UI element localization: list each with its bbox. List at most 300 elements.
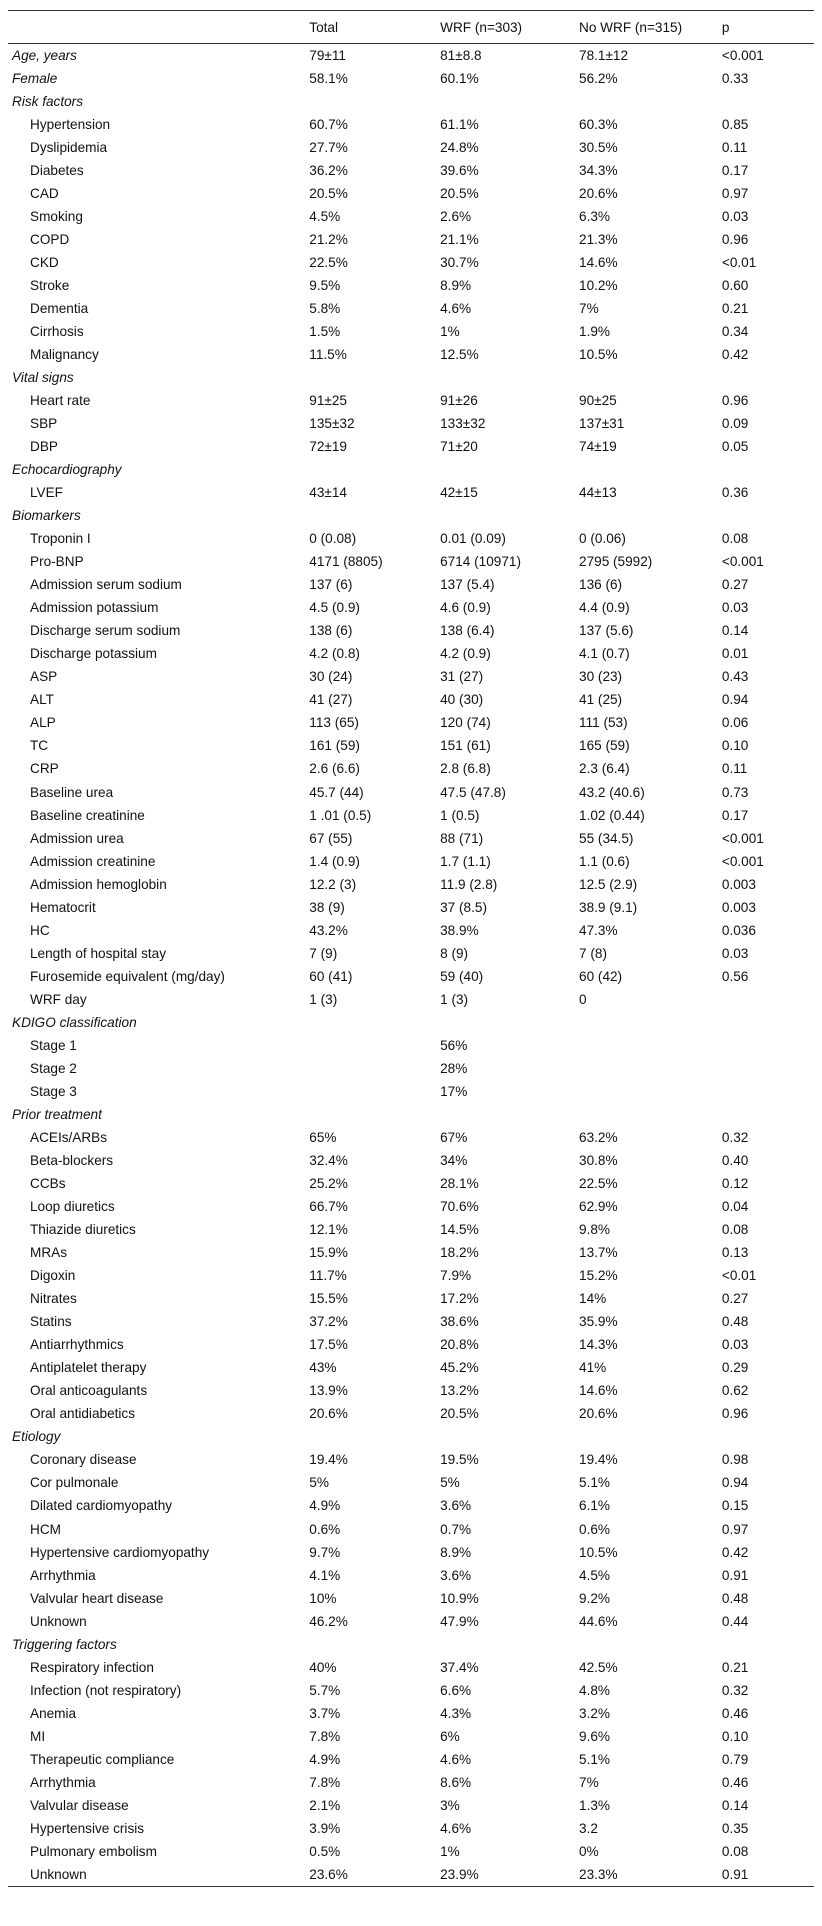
row-label: Admission serum sodium [30, 577, 182, 593]
table-section-row [8, 67, 814, 90]
table-row [8, 942, 814, 965]
cell-wrf: 6.6% [440, 1682, 472, 1698]
table-row [8, 804, 814, 827]
cell-no-wrf [575, 366, 718, 389]
cell-no-wrf: 4.1 (0.7) [579, 646, 630, 662]
cell-p-value: 0.32 [721, 1129, 749, 1145]
cell-p-value: 0.08 [721, 1843, 749, 1859]
cell-wrf: 17.2% [440, 1291, 479, 1307]
cell-no-wrf: 137±31 [579, 416, 625, 432]
cell-total: 30 (24) [309, 669, 353, 685]
table-row [8, 159, 814, 182]
row-label: Antiplatelet therapy [30, 1360, 147, 1376]
cell-p-value: 0.21 [721, 300, 749, 316]
cell-total: 36.2% [309, 162, 348, 178]
cell-no-wrf: 30.5% [579, 139, 618, 155]
header-cell-no-wrf: No WRF (n=315) [575, 11, 718, 44]
cell-no-wrf: 5.1% [579, 1475, 610, 1491]
cell-p-value: 0.36 [721, 485, 749, 501]
row-label: DBP [30, 439, 58, 455]
cell-no-wrf: 30.8% [579, 1153, 618, 1169]
cell-wrf: 39.6% [440, 162, 479, 178]
cell-p-value: 0.97 [721, 185, 749, 201]
cell-no-wrf: 20.6% [579, 1406, 618, 1422]
cell-total: 1 .01 (0.5) [309, 807, 372, 823]
cell-p-value: 0.11 [721, 761, 748, 777]
characteristics-table [8, 10, 814, 1887]
cell-no-wrf: 1.1 (0.6) [579, 853, 630, 869]
table-row [8, 1264, 814, 1287]
header-cell-wrf: WRF (n=303) [436, 11, 575, 44]
cell-no-wrf: 20.6% [579, 185, 618, 201]
cell-wrf: 133±32 [440, 416, 486, 432]
row-label: Baseline creatinine [30, 807, 145, 823]
table-row [8, 1126, 814, 1149]
cell-wrf: 20.5% [440, 185, 479, 201]
cell-p-value: 0.06 [721, 715, 749, 731]
cell-no-wrf: 165 (59) [579, 738, 630, 754]
table-row [8, 850, 814, 873]
cell-no-wrf: 60 (42) [579, 968, 623, 984]
cell-no-wrf: 35.9% [579, 1314, 618, 1330]
cell-wrf: 1% [440, 323, 460, 339]
row-label: Age, years [12, 47, 77, 63]
cell-no-wrf [575, 504, 718, 527]
row-label: Infection (not respiratory) [30, 1682, 182, 1698]
cell-total: 43.2% [309, 922, 348, 938]
cell-total: 10% [309, 1590, 337, 1606]
cell-wrf: 1 (0.5) [440, 807, 480, 823]
cell-total: 67 (55) [309, 830, 353, 846]
row-label: Vital signs [12, 369, 74, 385]
cell-wrf: 138 (6.4) [440, 623, 495, 639]
table-row [8, 711, 814, 734]
row-label: SBP [30, 416, 58, 432]
cell-total: 38 (9) [309, 899, 345, 915]
row-label: Baseline urea [30, 784, 114, 800]
cell-wrf: 120 (74) [440, 715, 491, 731]
row-label: Diabetes [30, 162, 84, 178]
cell-wrf: 31 (27) [440, 669, 484, 685]
row-label: Stage 3 [30, 1083, 77, 1099]
table-row [8, 1541, 814, 1564]
row-label: Stage 2 [30, 1060, 77, 1076]
row-label: Arrhythmia [30, 1567, 96, 1583]
cell-p-value: 0.62 [721, 1383, 749, 1399]
cell-no-wrf [575, 458, 718, 481]
cell-p-value [718, 366, 814, 389]
table-row [8, 988, 814, 1011]
cell-no-wrf: 7% [579, 1774, 599, 1790]
cell-no-wrf: 13.7% [579, 1245, 618, 1261]
cell-wrf: 4.6% [440, 1751, 472, 1767]
cell-total: 60 (41) [309, 968, 353, 984]
row-label: Beta-blockers [30, 1153, 114, 1169]
cell-wrf: 8.6% [440, 1774, 472, 1790]
cell-p-value: <0.001 [721, 853, 764, 869]
cell-total [305, 90, 436, 113]
table-row [8, 435, 814, 458]
cell-wrf: 4.2 (0.9) [440, 646, 491, 662]
cell-total: 66.7% [309, 1199, 348, 1215]
cell-no-wrf [575, 1425, 718, 1448]
cell-total [305, 1425, 436, 1448]
table-row [8, 274, 814, 297]
cell-p-value: 0.96 [721, 392, 749, 408]
cell-total: 15.5% [309, 1291, 348, 1307]
table-row [8, 343, 814, 366]
row-label: LVEF [30, 485, 63, 501]
cell-no-wrf: 14.3% [579, 1337, 618, 1353]
cell-total: 5% [309, 1475, 329, 1491]
cell-wrf: 30.7% [440, 254, 479, 270]
cell-no-wrf: 78.1±12 [579, 47, 629, 63]
cell-total: 4.1% [309, 1567, 341, 1583]
row-label: Admission creatinine [30, 853, 156, 869]
cell-wrf: 1.7 (1.1) [440, 853, 491, 869]
row-label: Hematocrit [30, 899, 96, 915]
row-label: Furosemide equivalent (mg/day) [30, 968, 225, 984]
cell-p-value: 0.17 [721, 162, 749, 178]
cell-p-value: 0.42 [721, 1544, 749, 1560]
cell-no-wrf: 9.8% [579, 1222, 610, 1238]
cell-total: 137 (6) [309, 577, 353, 593]
cell-p-value: 0.12 [721, 1176, 749, 1192]
table-row [8, 136, 814, 159]
cell-no-wrf: 14% [579, 1291, 607, 1307]
row-label: Oral antidiabetics [30, 1406, 136, 1422]
cell-wrf: 59 (40) [440, 968, 484, 984]
cell-no-wrf: 56.2% [579, 70, 618, 86]
table-row [8, 1564, 814, 1587]
cell-wrf: 4.6% [440, 1820, 472, 1836]
cell-wrf: 70.6% [440, 1199, 479, 1215]
cell-no-wrf: 38.9 (9.1) [579, 899, 638, 915]
table-row [8, 1679, 814, 1702]
table-row [8, 619, 814, 642]
table-section-row [8, 44, 814, 67]
row-label: Dilated cardiomyopathy [30, 1498, 173, 1514]
table-row [8, 1840, 814, 1863]
cell-total: 65% [309, 1129, 337, 1145]
cell-total: 2.1% [309, 1797, 341, 1813]
cell-p-value: 0.03 [721, 600, 749, 616]
table-section-row [8, 1425, 814, 1448]
cell-no-wrf: 47.3% [579, 922, 618, 938]
cell-total: 0.5% [309, 1843, 341, 1859]
row-label: Coronary disease [30, 1452, 137, 1468]
header-cell-total: Total [305, 11, 436, 44]
cell-wrf: 23.9% [436, 1863, 575, 1886]
cell-wrf [436, 458, 575, 481]
cell-p-value: <0.001 [721, 830, 764, 846]
table-row [8, 251, 814, 274]
cell-wrf: 88 (71) [440, 830, 484, 846]
table-row [8, 573, 814, 596]
cell-no-wrf [575, 1103, 718, 1126]
table-row [8, 1725, 814, 1748]
cell-p-value [718, 504, 814, 527]
cell-total: 4.5% [309, 208, 341, 224]
cell-no-wrf: 4.4 (0.9) [579, 600, 630, 616]
cell-total: 60.7% [309, 116, 348, 132]
table-row [8, 1471, 814, 1494]
cell-wrf: 8 (9) [440, 945, 469, 961]
cell-total: 12.1% [309, 1222, 348, 1238]
cell-wrf: 14.5% [440, 1222, 479, 1238]
row-label: Pulmonary embolism [30, 1843, 157, 1859]
table-row [8, 919, 814, 942]
cell-wrf: 1 (3) [440, 991, 469, 1007]
cell-wrf: 42±15 [440, 485, 478, 501]
cell-total: 3.9% [309, 1820, 341, 1836]
row-label: Loop diuretics [30, 1199, 115, 1215]
table-row [8, 1195, 814, 1218]
cell-wrf: 12.5% [440, 346, 479, 362]
cell-total: 7.8% [309, 1774, 341, 1790]
cell-p-value: 0.46 [721, 1705, 749, 1721]
cell-p-value: 0.91 [718, 1863, 814, 1886]
cell-no-wrf: 55 (34.5) [579, 830, 634, 846]
cell-wrf: 6714 (10971) [440, 554, 521, 570]
cell-no-wrf: 14.6% [579, 254, 618, 270]
cell-p-value [718, 1080, 814, 1103]
cell-wrf: 47.5 (47.8) [440, 784, 506, 800]
cell-no-wrf: 74±19 [579, 439, 617, 455]
cell-wrf: 4.6% [440, 300, 472, 316]
cell-no-wrf [575, 1011, 718, 1034]
row-label: Cirrhosis [30, 323, 84, 339]
table-body [8, 44, 814, 1887]
table-row [8, 389, 814, 412]
cell-p-value: 0.97 [721, 1521, 749, 1537]
cell-no-wrf: 30 (23) [579, 669, 623, 685]
table-row [8, 1817, 814, 1840]
table-row [8, 757, 814, 780]
cell-no-wrf [575, 90, 718, 113]
table-row [8, 182, 814, 205]
row-label: Dementia [30, 300, 89, 316]
cell-no-wrf [575, 1057, 718, 1080]
cell-no-wrf: 12.5 (2.9) [579, 876, 638, 892]
table-row [8, 1149, 814, 1172]
row-label: Admission potassium [30, 600, 159, 616]
cell-wrf: 17% [440, 1083, 468, 1099]
cell-wrf: 81±8.8 [440, 47, 482, 63]
row-label: Admission hemoglobin [30, 876, 167, 892]
cell-p-value: 0.98 [721, 1452, 749, 1468]
cell-wrf: 60.1% [440, 70, 479, 86]
cell-total: 79±11 [309, 47, 346, 63]
cell-no-wrf [575, 1080, 718, 1103]
cell-wrf: 37 (8.5) [440, 899, 487, 915]
table-row [8, 1794, 814, 1817]
row-label: COPD [30, 231, 70, 247]
cell-wrf: 28.1% [440, 1176, 479, 1192]
row-label: Respiratory infection [30, 1659, 154, 1675]
cell-wrf: 71±20 [440, 439, 478, 455]
table-row [8, 1172, 814, 1195]
row-label: Therapeutic compliance [30, 1751, 175, 1767]
cell-p-value: <0.01 [721, 1268, 757, 1284]
cell-total: 13.9% [309, 1383, 348, 1399]
cell-p-value: 0.48 [721, 1314, 749, 1330]
cell-no-wrf: 3.2 [579, 1820, 598, 1836]
row-label: Thiazide diuretics [30, 1222, 136, 1238]
cell-p-value [718, 1425, 814, 1448]
table-row [8, 1080, 814, 1103]
row-label: Unknown [8, 1863, 305, 1886]
cell-no-wrf: 22.5% [579, 1176, 618, 1192]
row-label: Echocardiography [12, 462, 122, 478]
cell-p-value: 0.15 [721, 1498, 749, 1514]
row-label: Prior treatment [12, 1106, 102, 1122]
cell-p-value: 0.94 [721, 1475, 749, 1491]
cell-no-wrf: 136 (6) [579, 577, 623, 593]
cell-p-value: 0.21 [721, 1659, 749, 1675]
row-label: Oral anticoagulants [30, 1383, 148, 1399]
table-row [8, 1518, 814, 1541]
row-label: Unknown [30, 1613, 87, 1629]
cell-wrf: 21.1% [440, 231, 479, 247]
cell-wrf: 38.6% [440, 1314, 479, 1330]
cell-total: 138 (6) [309, 623, 353, 639]
cell-p-value: 0.09 [721, 416, 749, 432]
cell-total: 1 (3) [309, 991, 338, 1007]
cell-total: 40% [309, 1659, 337, 1675]
cell-total: 23.6% [305, 1863, 436, 1886]
table-row [8, 1218, 814, 1241]
cell-total: 7 (9) [309, 945, 338, 961]
table-row [8, 665, 814, 688]
cell-no-wrf: 4.8% [579, 1682, 610, 1698]
header-cell-p: p [718, 11, 814, 44]
table-row [8, 297, 814, 320]
table-section-row [8, 90, 814, 113]
cell-no-wrf: 10.5% [579, 346, 618, 362]
table-row [8, 1448, 814, 1471]
cell-total: 27.7% [309, 139, 348, 155]
table-row [8, 1379, 814, 1402]
table-row [8, 827, 814, 850]
cell-p-value: 0.10 [721, 1728, 749, 1744]
cell-p-value: 0.05 [721, 439, 749, 455]
table-row [8, 1333, 814, 1356]
row-label: Valvular disease [30, 1797, 129, 1813]
cell-p-value [718, 90, 814, 113]
row-label: Stroke [30, 277, 70, 293]
table-row [8, 688, 814, 711]
cell-no-wrf: 6.1% [579, 1498, 610, 1514]
row-label: Digoxin [30, 1268, 76, 1284]
cell-no-wrf: 10.5% [579, 1544, 618, 1560]
cell-p-value: <0.001 [721, 47, 764, 63]
cell-total: 41 (27) [309, 692, 353, 708]
cell-total: 43% [309, 1360, 337, 1376]
row-label: Dyslipidemia [30, 139, 108, 155]
table-section-row [8, 366, 814, 389]
cell-p-value [718, 1034, 814, 1057]
cell-total [305, 1103, 436, 1126]
cell-p-value: 0.56 [721, 968, 749, 984]
cell-p-value: 0.003 [721, 876, 756, 892]
cell-total [305, 1011, 436, 1034]
row-label: HC [30, 922, 50, 938]
header-row [8, 11, 814, 44]
row-label: Cor pulmonale [30, 1475, 119, 1491]
cell-p-value: 0.01 [721, 646, 749, 662]
cell-p-value: 0.85 [721, 116, 749, 132]
cell-total: 12.2 (3) [309, 876, 357, 892]
cell-wrf: 137 (5.4) [440, 577, 495, 593]
row-label: Anemia [30, 1705, 77, 1721]
cell-total: 25.2% [309, 1176, 348, 1192]
table-row [8, 781, 814, 804]
cell-no-wrf: 21.3% [579, 231, 618, 247]
cell-total: 5.8% [309, 300, 341, 316]
cell-total: 4.9% [309, 1498, 341, 1514]
table-row [8, 1494, 814, 1517]
cell-no-wrf: 42.5% [579, 1659, 618, 1675]
cell-total: 11.7% [309, 1268, 347, 1284]
cell-no-wrf: 90±25 [579, 392, 617, 408]
cell-wrf [436, 1425, 575, 1448]
cell-no-wrf: 0% [579, 1843, 599, 1859]
cell-p-value: 0.96 [721, 231, 749, 247]
row-label: Heart rate [30, 392, 91, 408]
cell-wrf: 4.6 (0.9) [440, 600, 491, 616]
row-label: Hypertensive cardiomyopathy [30, 1544, 210, 1560]
cell-wrf: 1% [440, 1843, 460, 1859]
cell-p-value: 0.79 [721, 1751, 749, 1767]
cell-p-value: 0.04 [721, 1199, 749, 1215]
row-label: CAD [30, 185, 59, 201]
row-label: Hypertensive crisis [30, 1820, 145, 1836]
cell-total: 46.2% [309, 1613, 348, 1629]
cell-no-wrf: 23.3% [575, 1863, 718, 1886]
cell-wrf: 7.9% [440, 1268, 472, 1284]
table-row [8, 481, 814, 504]
cell-total: 22.5% [309, 254, 348, 270]
cell-no-wrf: 44.6% [579, 1613, 618, 1629]
table-section-row [8, 1011, 814, 1034]
table-row [8, 1748, 814, 1771]
cell-wrf: 47.9% [440, 1613, 479, 1629]
row-label: MRAs [30, 1245, 68, 1261]
cell-wrf [436, 1633, 575, 1656]
cell-wrf: 19.5% [440, 1452, 479, 1468]
cell-total: 15.9% [309, 1245, 348, 1261]
cell-p-value: 0.03 [721, 208, 749, 224]
row-label: CKD [30, 254, 59, 270]
cell-wrf: 45.2% [440, 1360, 479, 1376]
cell-p-value: 0.43 [721, 669, 749, 685]
table-row [8, 965, 814, 988]
cell-wrf: 37.4% [440, 1659, 479, 1675]
cell-p-value: 0.27 [721, 577, 749, 593]
cell-wrf: 10.9% [440, 1590, 479, 1606]
cell-total: 4171 (8805) [309, 554, 383, 570]
cell-p-value: 0.94 [721, 692, 749, 708]
cell-wrf: 67% [440, 1129, 468, 1145]
cell-no-wrf: 1.9% [579, 323, 610, 339]
cell-total: 0 (0.08) [309, 531, 357, 547]
cell-p-value: 0.33 [721, 70, 749, 86]
cell-wrf: 20.8% [440, 1337, 479, 1353]
cell-wrf: 2.8 (6.8) [440, 761, 491, 777]
cell-p-value: 0.14 [721, 1797, 749, 1813]
cell-wrf: 13.2% [440, 1383, 479, 1399]
